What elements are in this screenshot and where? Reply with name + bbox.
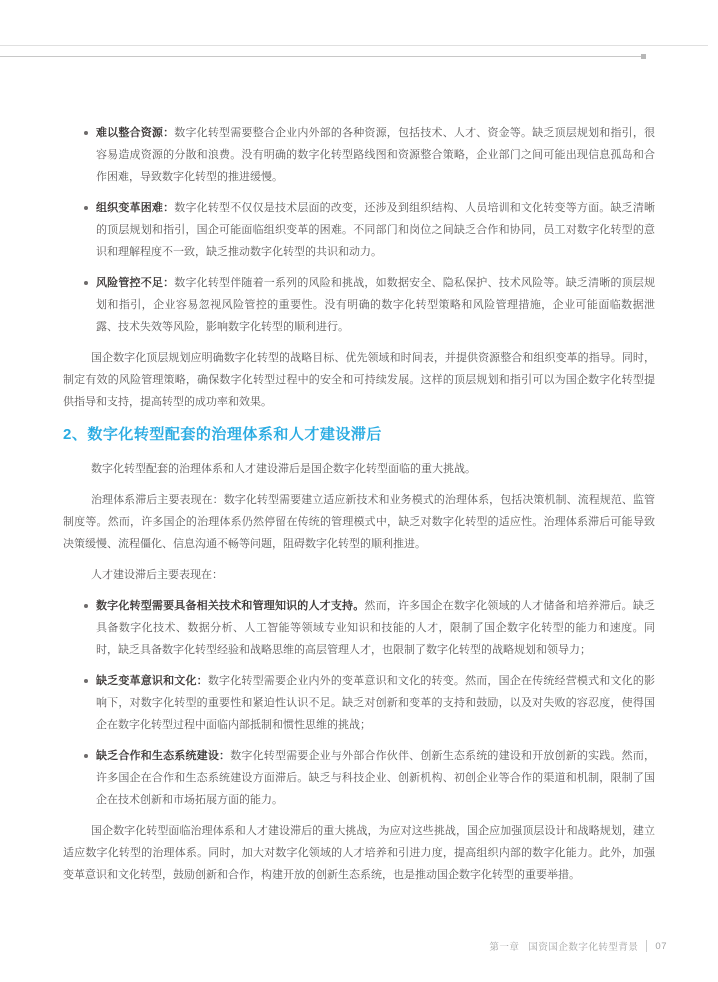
- bullet-lead: 组织变革困难：: [96, 202, 175, 214]
- list-item: [84, 272, 655, 338]
- list-item: [84, 670, 655, 736]
- planning-challenge-list: [63, 122, 655, 338]
- bullet-dot-icon: [84, 604, 88, 608]
- section2-heading: 2、数字化转型配套的治理体系和人才建设滞后: [63, 426, 382, 443]
- footer-divider: [646, 940, 647, 952]
- header-rule-dark: [0, 56, 643, 57]
- bullet-text: 数字化转型需要企业与外部合作伙伴、创新生态系统的建设和开放创新的实践。然而，许多国企在合作和生态系统建设方面滞后。缺乏与科技企业、创新机构、初创企业等合作的渠道和机制，限制了国企在技术创新和市场拓展方面的能力。: [96, 750, 655, 806]
- section2-intro-paragraph: 数字化转型配套的治理体系和人才建设滞后是国企数字化转型面临的重大挑战。: [91, 463, 476, 475]
- list-item: [84, 197, 655, 263]
- bullet-dot-icon: [84, 754, 88, 758]
- bullet-lead: 风险管控不足：: [96, 277, 175, 289]
- section2-closing-paragraph: 国企数字化转型面临治理体系和人才建设滞后的重大挑战，为应对这些挑战，国企应加强顶层设计和战略规划，建立适应数字化转型的治理体系。同时，加大对数字化领域的人才培养和引进力度，提高组织内部的数字化能力。此外，加强变革意识和文化转型，鼓励创新和合作，构建开放的创新生态系统，也是推动国企数字化转型的重要举措。: [63, 825, 655, 881]
- bullet-text: 数字化转型需要整合企业内外部的各种资源，包括技术、人才、资金等。缺乏顶层规划和指引，很容易造成资源的分散和浪费。没有明确的数字化转型路线图和资源整合策略，企业部门之间可能出现信息孤岛和合作困难，导致数字化转型的推进缓慢。: [96, 127, 656, 183]
- bullet-lead: 缺乏变革意识和文化：: [96, 675, 208, 687]
- bullet-dot-icon: [84, 281, 88, 285]
- footer-title: 国资国企数字化转型背景: [528, 942, 639, 953]
- section1-closing-paragraph: 国企数字化顶层规划应明确数字化转型的战略目标、优先领域和时间表，并提供资源整合和组织变革的指导。同时，制定有效的风险管理策略，确保数字化转型过程中的安全和可持续发展。这样的顶层规划和指引可以为国企数字化转型提供指导和支持，提高转型的成功率和效果。: [63, 352, 655, 408]
- header-rule-end-dot: [641, 54, 646, 59]
- bullet-text: 数字化转型伴随着一系列的风险和挑战，如数据安全、隐私保护、技术风险等。缺乏清晰的顶层规划和指引，企业容易忽视风险管控的重要性。没有明确的数字化转型策略和风险管理措施，企业可能面临数据泄露、技术失效等风险，影响数字化转型的顺利进行。: [96, 277, 656, 333]
- list-item: [84, 122, 655, 188]
- bullet-lead: 数字化转型需要具备相关技术和管理知识的人才支持。: [96, 600, 365, 612]
- list-item: [84, 745, 655, 811]
- page-content: [63, 122, 655, 895]
- bullet-text: 然而，许多国企在数字化领域的人才储备和培养滞后。缺乏具备数字化技术、数据分析、人工智能等领域专业知识和技能的人才，限制了国企数字化转型的能力和速度。同时，缺乏具备数字化转型经验和战略思维的高层管理人才，也限制了数字化转型的战略规划和领导力；: [96, 600, 655, 656]
- bullet-dot-icon: [84, 131, 88, 135]
- footer-chapter: 第一章: [489, 942, 520, 953]
- bullet-lead: 难以整合资源：: [96, 127, 175, 139]
- bullet-text: 数字化转型需要企业内外的变革意识和文化的转变。然而，国企在传统经营模式和文化的影响下，对数字化转型的重要性和紧迫性认识不足。缺乏对创新和变革的支持和鼓励，以及对失败的容忍度，使得国企在数字化转型过程中面临内部抵制和惯性思维的挑战；: [96, 675, 656, 731]
- bullet-text: 数字化转型不仅仅是技术层面的改变，还涉及到组织结构、人员培训和文化转变等方面。缺乏清晰的顶层规划和指引，国企可能面临组织变革的困难。不同部门和岗位之间缺乏合作和协同，员工对数字化转型的意识和理解程度不一致，缺乏推动数字化转型的共识和动力。: [96, 202, 656, 258]
- header-rule-light: [0, 45, 708, 46]
- talent-lag-lead-in: 人才建设滞后主要表现在：: [91, 569, 223, 581]
- page-number: 07: [655, 940, 667, 952]
- page-footer: [489, 939, 667, 953]
- bullet-dot-icon: [84, 679, 88, 683]
- bullet-dot-icon: [84, 206, 88, 210]
- governance-lag-paragraph: 治理体系滞后主要表现在：数字化转型需要建立适应新技术和业务模式的治理体系，包括决策机制、流程规范、监管制度等。然而，许多国企的治理体系仍然停留在传统的管理模式中，缺乏对数字化转型的适应性。治理体系滞后可能导致决策缓慢、流程僵化、信息沟通不畅等问题，阻碍数字化转型的顺利推进。: [63, 494, 655, 550]
- list-item: [84, 595, 655, 661]
- talent-challenge-list: [63, 595, 655, 811]
- bullet-lead: 缺乏合作和生态系统建设：: [96, 750, 231, 762]
